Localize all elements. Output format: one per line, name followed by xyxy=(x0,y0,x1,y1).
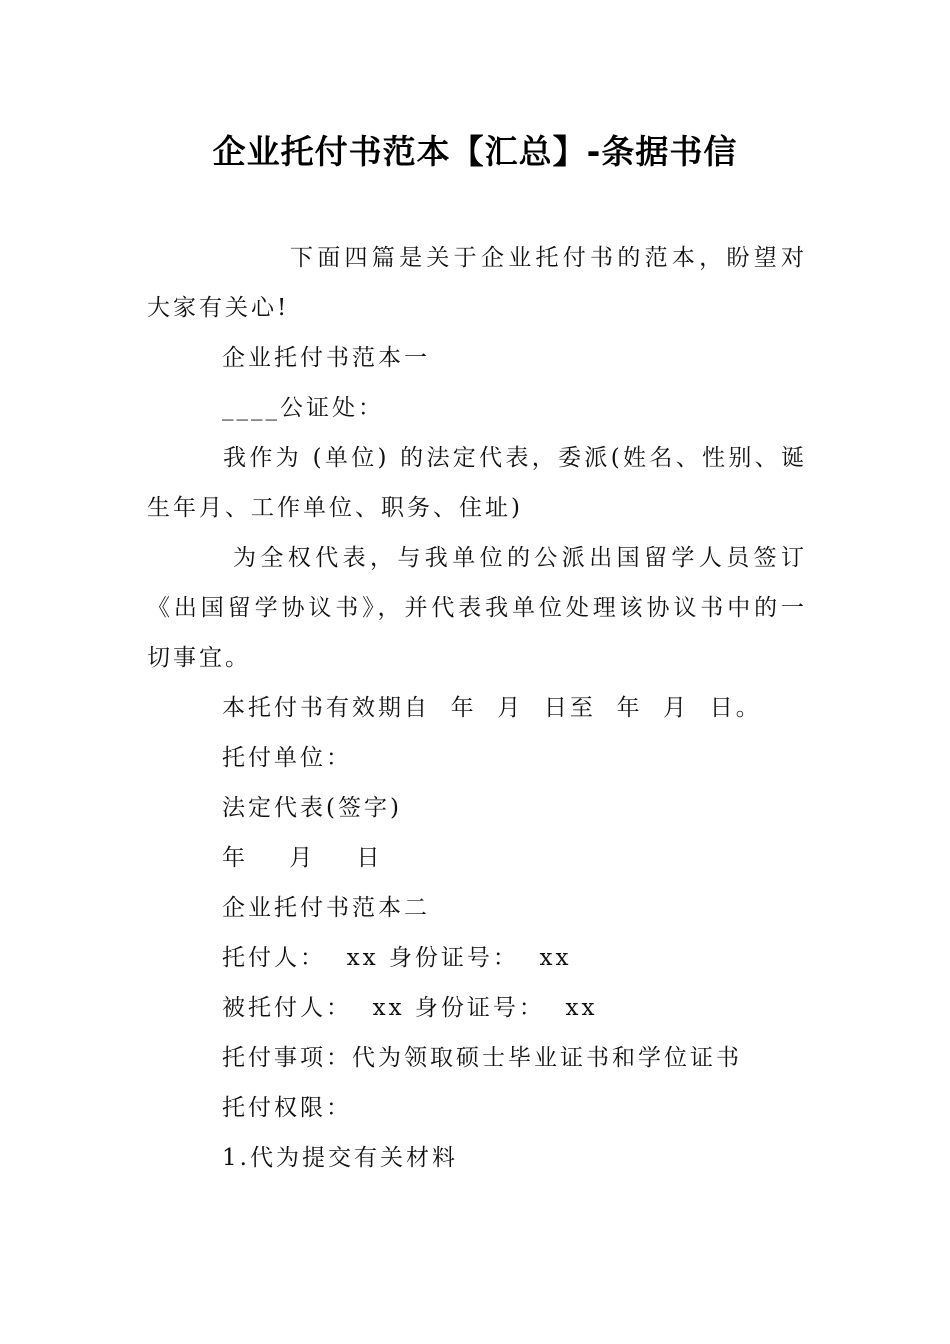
validity-line: 本托付书有效期自 年 月 日至 年 月 日。 xyxy=(222,695,762,721)
authority-item-1: 1.代为提交有关材料 xyxy=(222,1145,458,1171)
unit-label: 托付单位： xyxy=(222,745,352,771)
principal-line: 托付人： xx 身份证号： xx xyxy=(222,945,572,971)
authority-label: 托付权限： xyxy=(222,1095,352,1121)
agent-line: 被托付人： xx 身份证号： xx xyxy=(222,995,598,1021)
date-line: 年 月 日 xyxy=(222,845,383,871)
sample1-heading: 企业托付书范本一 xyxy=(222,345,430,371)
authorization-paragraph: 为全权代表，与我单位的公派出国留学人员签订《出国留学协议书》，并代表我单位处理该协议书中的一切事宜。 xyxy=(147,545,807,671)
representative-label: 法定代表(签字) xyxy=(222,795,402,821)
sample2-heading: 企业托付书范本二 xyxy=(222,895,430,921)
document-title: 企业托付书范本【汇总】-条据书信 xyxy=(212,132,738,171)
appointment-paragraph: 我作为 (单位) 的法定代表，委派(姓名、性别、诞生年月、工作单位、职务、住址) xyxy=(147,445,807,521)
matter-line: 托付事项：代为领取硕士毕业证书和学位证书 xyxy=(222,1045,742,1071)
addressee-line: ____公证处： xyxy=(222,395,384,421)
intro-paragraph: 下面四篇是关于企业托付书的范本，盼望对大家有关心! xyxy=(147,245,807,321)
